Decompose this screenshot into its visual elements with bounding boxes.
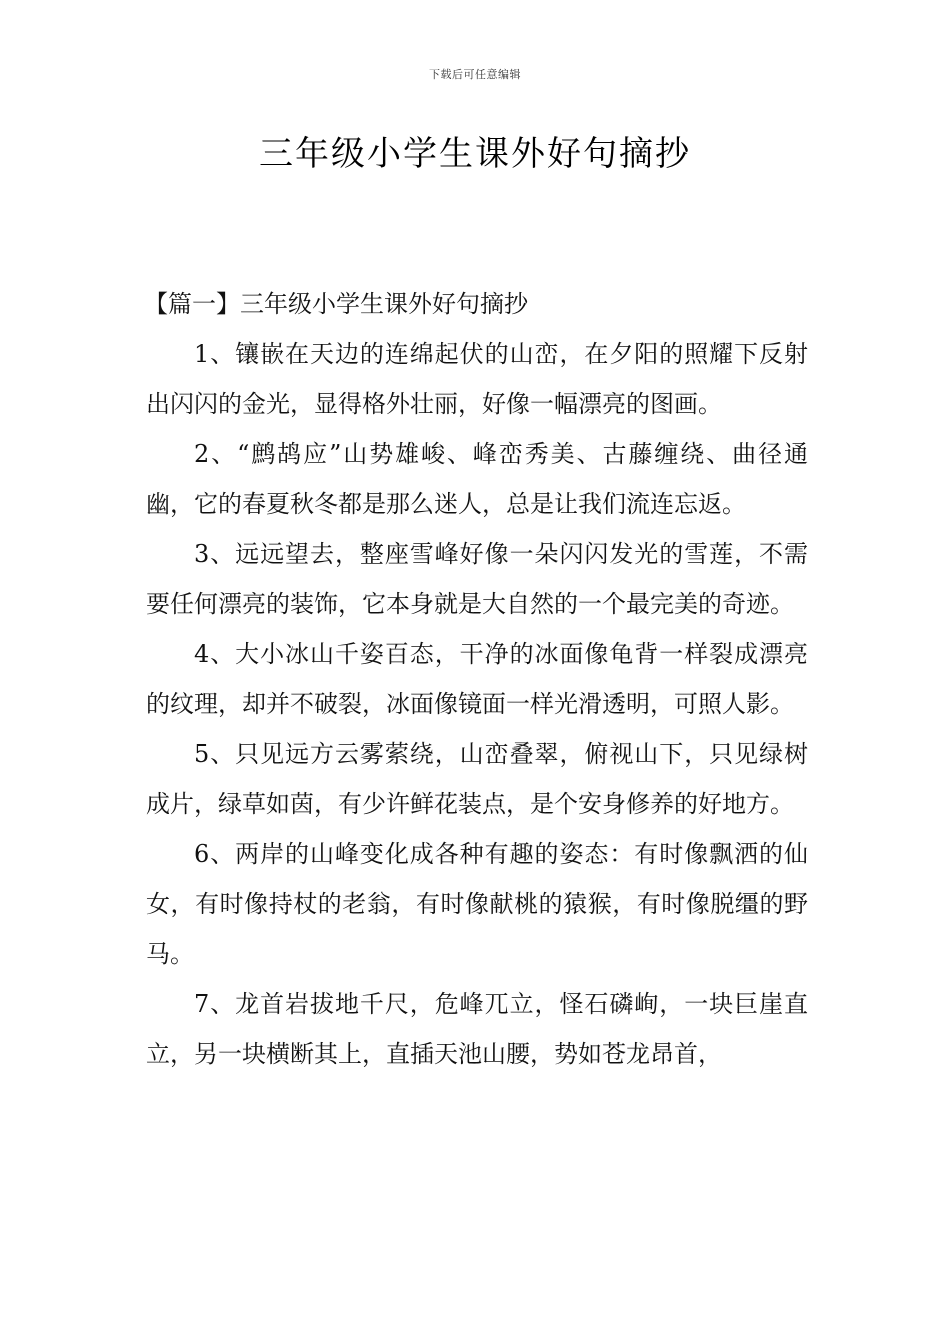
document-body bbox=[146, 279, 808, 1079]
header-note: 下载后可任意编辑 bbox=[429, 68, 521, 81]
paragraph-1: 1、镶嵌在天边的连绵起伏的山峦，在夕阳的照耀下反射出闪闪的金光，显得格外壮丽，好像一幅漂亮的图画。 bbox=[146, 340, 808, 418]
paragraph-2: 2、“鹧鸪应”山势雄峻、峰峦秀美、古藤缠绕、曲径通幽，它的春夏秋冬都是那么迷人，总是让我们流连忘返。 bbox=[146, 440, 808, 518]
paragraph-7: 7、龙首岩拔地千尺，危峰兀立，怪石磷峋，一块巨崖直立，另一块横断其上，直插天池山腰，势如苍龙昂首， bbox=[146, 990, 808, 1068]
paragraph-3: 3、远远望去，整座雪峰好像一朵闪闪发光的雪莲，不需要任何漂亮的装饰，它本身就是大自然的一个最完美的奇迹。 bbox=[146, 540, 808, 618]
paragraph-6: 6、两岸的山峰变化成各种有趣的姿态：有时像飘洒的仙女，有时像持杖的老翁，有时像献桃的猿猴，有时像脱缰的野马。 bbox=[146, 840, 808, 968]
paragraph-4: 4、大小冰山千姿百态，干净的冰面像龟背一样裂成漂亮的纹理，却并不破裂，冰面像镜面一样光滑透明，可照人影。 bbox=[146, 640, 808, 718]
document-title: 三年级小学生课外好句摘抄 bbox=[259, 134, 691, 174]
section-heading: 【篇一】三年级小学生课外好句摘抄 bbox=[144, 290, 528, 318]
paragraph-5: 5、只见远方云雾萦绕，山峦叠翠，俯视山下，只见绿树成片，绿草如茵，有少许鲜花装点，是个安身修养的好地方。 bbox=[146, 740, 808, 818]
